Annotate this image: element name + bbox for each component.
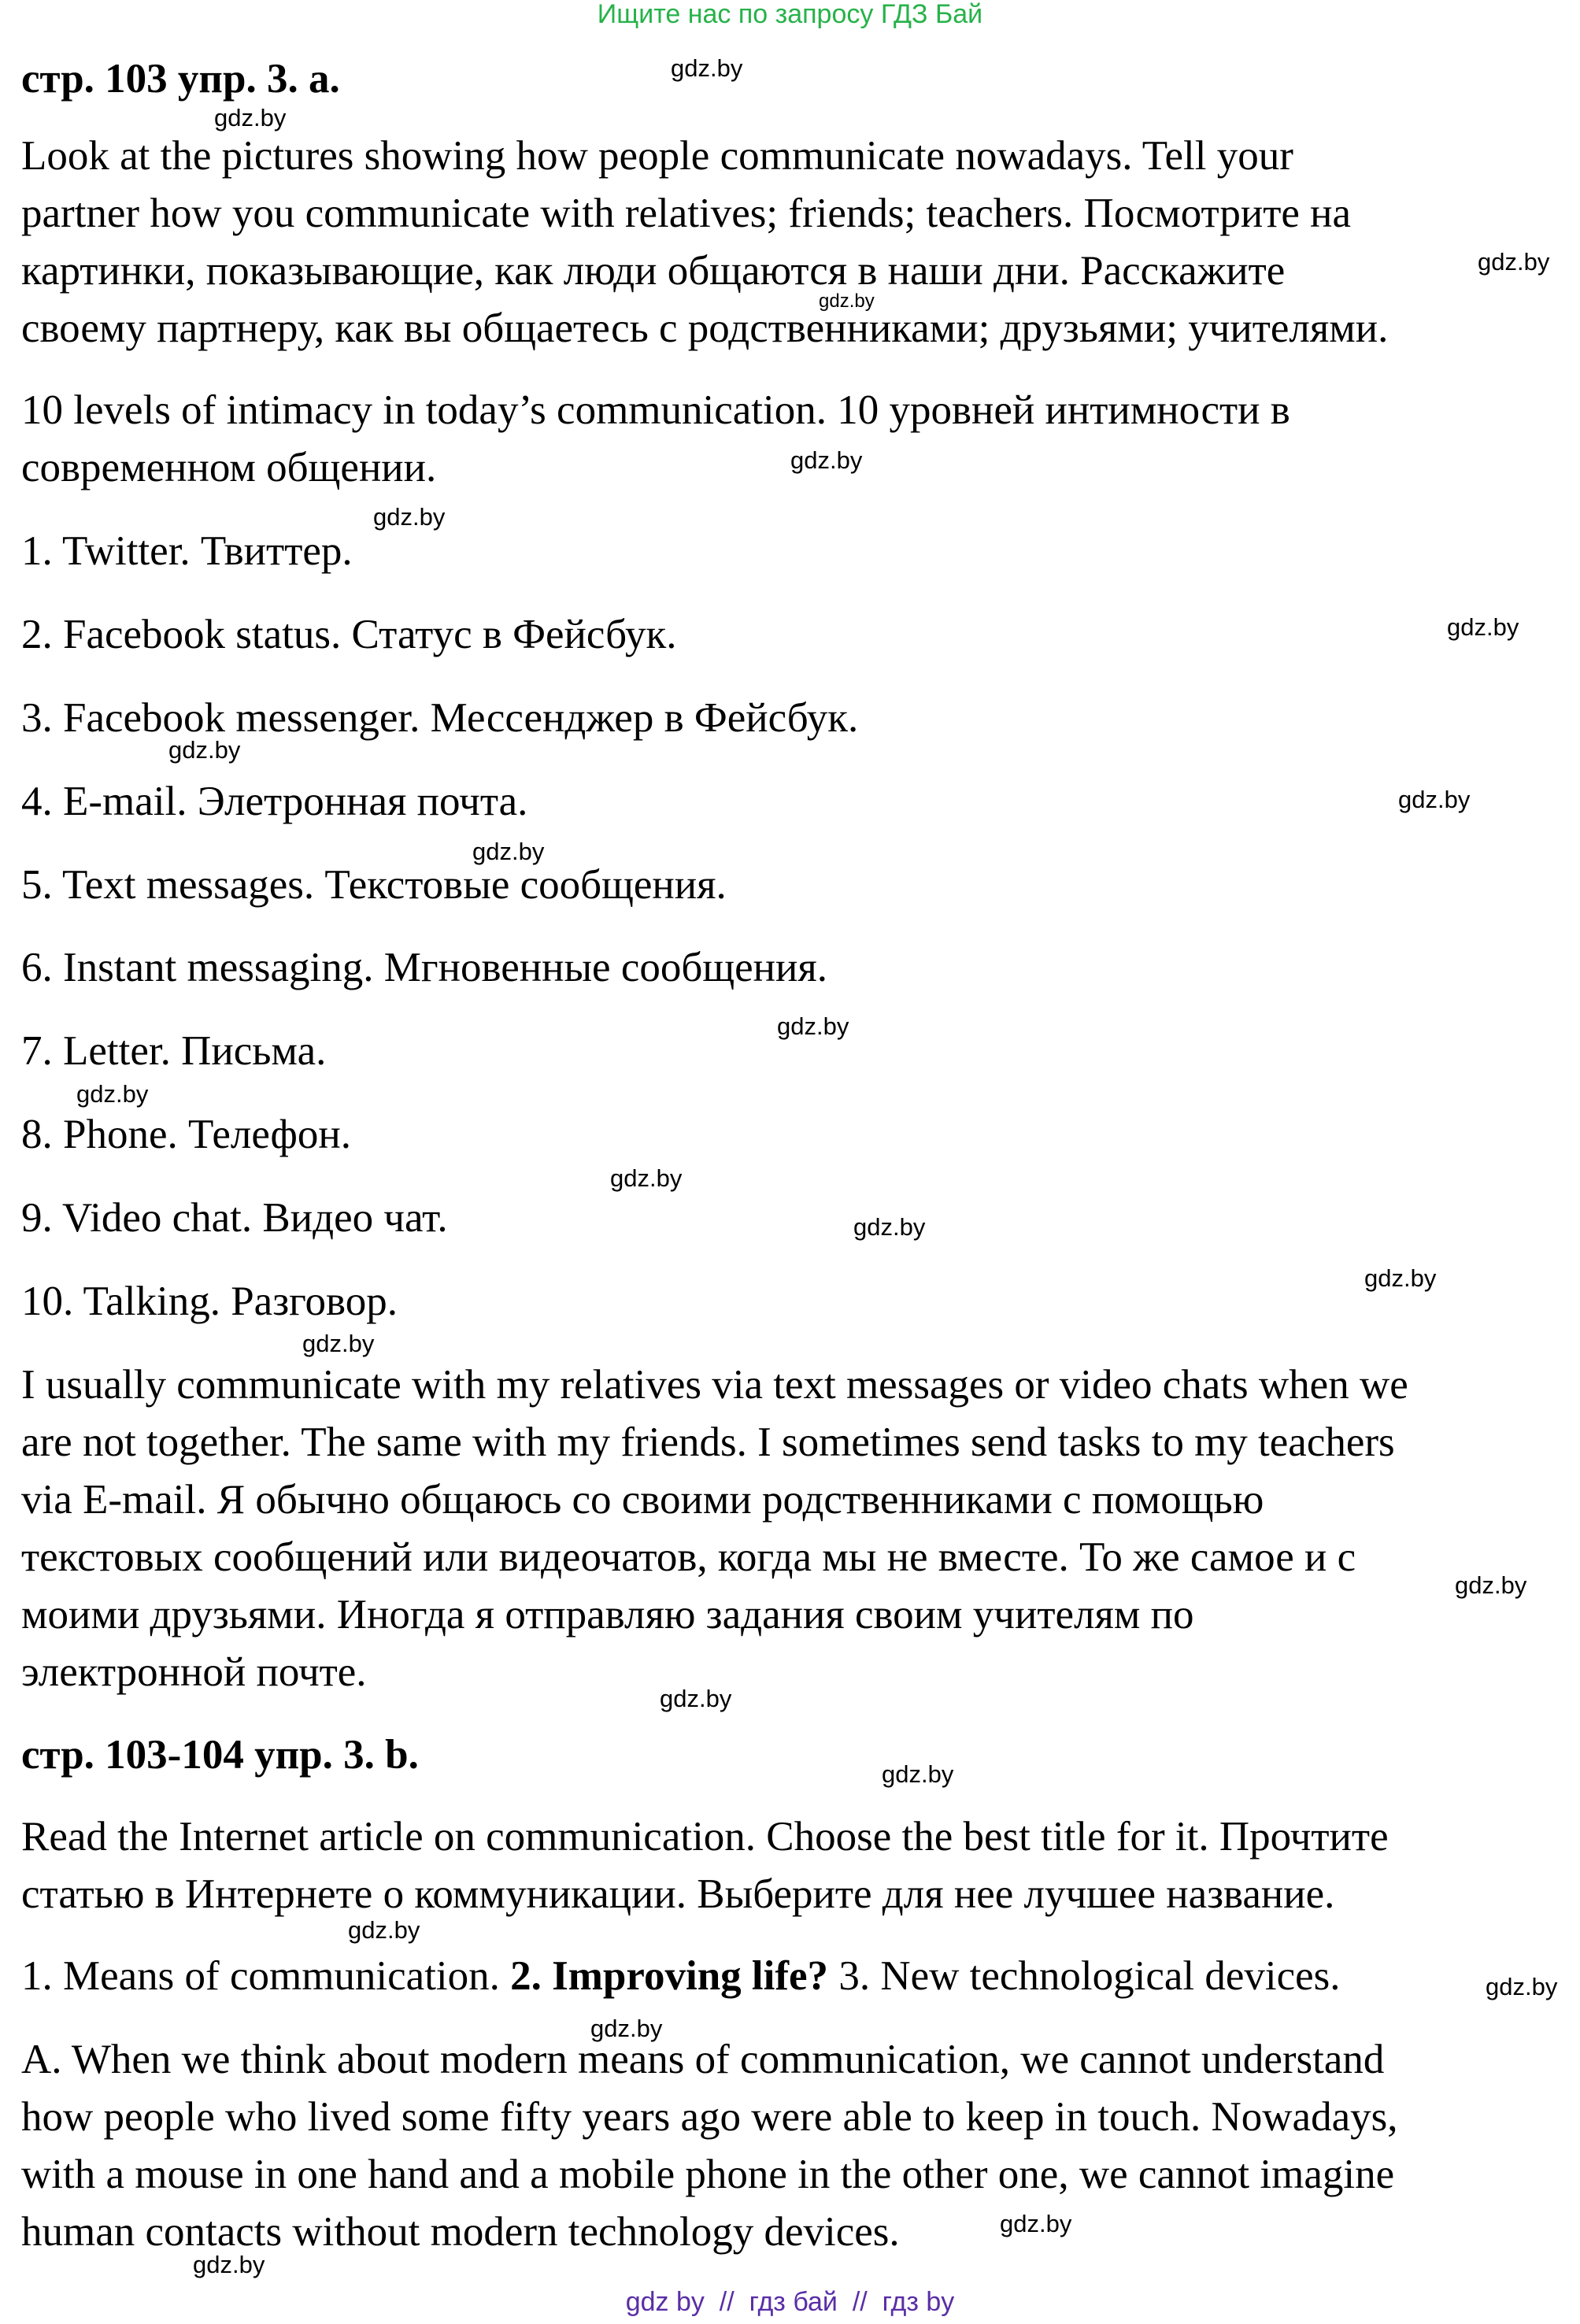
- list-item: 5. Text messages. Текстовые сообщения.: [21, 862, 727, 908]
- paragraph-a-line: with a mouse in one hand and a mobile phone in the other one, we cannot imagine: [21, 2152, 1395, 2197]
- watermark: gdz.by: [168, 736, 241, 764]
- answer-line: are not together. The same with my friends. I sometimes send tasks to my teachers: [21, 1419, 1395, 1465]
- title-option-3: 3. New technological devices.: [838, 1953, 1341, 1999]
- task-line: Read the Internet article on communication. Choose the best title for it. Прочтите: [21, 1814, 1389, 1860]
- watermark: gdz.by: [1000, 2210, 1072, 2237]
- title-option-1: 1. Means of communication.: [21, 1953, 500, 1999]
- paragraph-a-line: human contacts without modern technology devices.: [21, 2209, 900, 2255]
- watermark: gdz.by: [76, 1080, 149, 1108]
- watermark: gdz.by: [1478, 248, 1550, 276]
- list-item: 10. Talking. Разговор.: [21, 1279, 398, 1324]
- intro-line: 10 levels of intimacy in today’s communication. 10 уровней интимности в: [21, 387, 1290, 433]
- task-line: своему партнеру, как вы общаетесь с родственниками; друзьями; учителями.: [21, 305, 1389, 351]
- list-item: 2. Facebook status. Статус в Фейсбук.: [21, 612, 677, 657]
- answer-line: моими друзьями. Иногда я отправляю задания своим учителям по: [21, 1592, 1194, 1638]
- watermark: gdz.by: [882, 1760, 954, 1788]
- title-option-2-selected: 2. Improving life?: [510, 1953, 829, 1999]
- list-item: 1. Twitter. Твиттер.: [21, 528, 353, 574]
- task-line: Look at the pictures showing how people communicate nowadays. Tell your: [21, 133, 1293, 179]
- watermark: gdz.by: [790, 446, 863, 474]
- watermark: gdz.by: [214, 104, 287, 131]
- watermark: gdz.by: [1398, 786, 1471, 813]
- top-banner: Ищите нас по запросу ГДЗ Бай: [597, 0, 983, 29]
- intro-line: современном общении.: [21, 445, 437, 490]
- watermark: gdz.by: [348, 1916, 420, 1944]
- list-item: 4. E-mail. Элетронная почта.: [21, 779, 528, 824]
- watermark: gdz.by: [590, 2015, 663, 2042]
- task-line: статью в Интернете о коммуникации. Выберите для нее лучшее название.: [21, 1871, 1335, 1917]
- watermark: gdz.by: [660, 1685, 732, 1712]
- list-item: 8. Phone. Телефон.: [21, 1112, 351, 1157]
- watermark: gdz.by: [853, 1213, 926, 1241]
- watermark: gdz.by: [472, 838, 545, 865]
- task-line: картинки, показывающие, как люди общаются в наши дни. Расскажите: [21, 248, 1286, 294]
- watermark: gdz.by: [1447, 613, 1519, 641]
- watermark: gdz.by: [610, 1164, 683, 1192]
- paragraph-a-line: A. When we think about modern means of communication, we cannot understand: [21, 2037, 1385, 2082]
- list-item: 3. Facebook messenger. Мессенджер в Фейсбук.: [21, 695, 859, 741]
- watermark: gdz.by: [193, 2251, 265, 2278]
- answer-line: текстовых сообщений или видеочатов, когда мы не вместе. То же самое и с: [21, 1534, 1356, 1580]
- watermark: gdz.by: [1486, 1973, 1558, 2000]
- watermark: gdz.by: [777, 1012, 849, 1040]
- section-a-heading: стр. 103 упр. 3. a.: [21, 56, 340, 102]
- list-item: 9. Video chat. Видео чат.: [21, 1195, 448, 1241]
- answer-line: I usually communicate with my relatives via text messages or video chats when we: [21, 1362, 1408, 1408]
- watermark: gdz.by: [373, 503, 446, 531]
- list-item: 6. Instant messaging. Мгновенные сообщения.: [21, 945, 828, 990]
- answer-line: электронной почте.: [21, 1649, 367, 1695]
- section-b-heading: стр. 103-104 упр. 3. b.: [21, 1732, 419, 1778]
- bottom-banner: gdz by // гдз бай // гдз by: [625, 2287, 955, 2317]
- watermark: gdz.by: [1364, 1264, 1437, 1292]
- watermark: gdz.by: [819, 290, 875, 312]
- task-line: partner how you communicate with relatives; friends; teachers. Посмотрите на: [21, 191, 1352, 236]
- list-item: 7. Letter. Письма.: [21, 1028, 327, 1074]
- title-options: [21, 1952, 1341, 2000]
- paragraph-a-line: how people who lived some fifty years ago were able to keep in touch. Nowadays,: [21, 2094, 1398, 2140]
- watermark: gdz.by: [671, 54, 743, 82]
- watermark: gdz.by: [1455, 1571, 1527, 1599]
- watermark: gdz.by: [302, 1330, 375, 1357]
- answer-line: via E-mail. Я обычно общаюсь со своими родственниками с помощью: [21, 1477, 1264, 1523]
